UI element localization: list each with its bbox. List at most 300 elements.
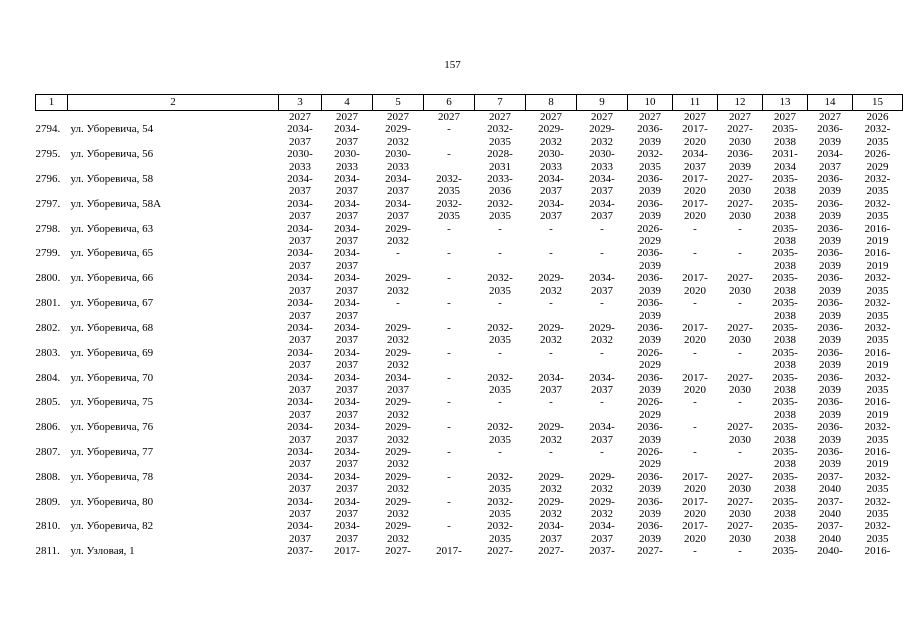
table-cell: - (498, 445, 502, 458)
table-cell: - (447, 321, 451, 334)
table-cell: 2032- 2035 (864, 321, 891, 347)
table-cell: 2029- 2032 (385, 272, 411, 297)
table-cell: - (600, 396, 604, 409)
table-cell: 2035- (772, 545, 798, 558)
table-cell: ул. Уборевича, 58 (70, 173, 154, 186)
table-cell: - (693, 445, 697, 458)
header-cell: 11 (673, 95, 718, 111)
table-cell: ул. Уборевича, 68 (70, 321, 154, 334)
table-cell: 2028- 2031 (487, 148, 513, 173)
table-cell: 2036- 2039 (637, 495, 663, 520)
table-cell: 2036- 2039 (637, 247, 663, 272)
table-cell: - (447, 371, 451, 384)
table-cell: 2027- 2030 (727, 123, 753, 148)
table-cell: 2029- 2032 (385, 396, 411, 421)
table-cell: 2036- 2039 (817, 222, 843, 248)
table-cell: 2029- 2032 (538, 272, 564, 297)
table-cell: 2036- 2039 (817, 371, 843, 396)
table-cell: 2035- 2038 (772, 371, 798, 396)
table-cell: 2034- 2037 (538, 197, 564, 223)
table-cell: 2805. (35, 396, 61, 409)
table-cell: 2034- 2037 (287, 222, 313, 248)
table-cell: 2036- 2039 (817, 297, 843, 322)
table-cell: 2029- 2032 (385, 421, 411, 446)
table-cell: 2035- 2038 (772, 421, 798, 446)
table-cell: 2036- 2039 (817, 346, 843, 372)
table-cell: 2034- 2037 (334, 520, 360, 545)
table-cell: - (396, 247, 400, 260)
header-cell: 3 (279, 95, 322, 111)
table-cell: 2036- 2039 (637, 321, 663, 347)
table-cell: 2029- 2032 (385, 222, 411, 248)
table-cell: 2017- (334, 545, 360, 558)
table-cell: 2027 (729, 111, 751, 123)
table-cell: 2034- 2037 (287, 421, 313, 446)
table-cell: 2036- 2039 (817, 421, 843, 446)
table-cell: 2032- 2035 (487, 495, 513, 520)
table-cell: 2029- 2032 (385, 321, 411, 347)
table-cell: 2034- 2037 (334, 173, 360, 198)
table-row (36, 496, 903, 521)
table-cell: 2035- 2038 (772, 321, 798, 347)
table-cell: 2032- 2035 (864, 272, 891, 297)
header-cell: 7 (475, 95, 526, 111)
table-cell: - (447, 346, 451, 359)
table-cell: 2029- 2032 (538, 495, 564, 520)
header-cell: 6 (424, 95, 475, 111)
table-row (36, 347, 903, 372)
table-cell: 2032- 2035 (864, 371, 891, 396)
table-cell: 2037- (589, 545, 615, 558)
table-cell: 2034- 2037 (589, 197, 615, 223)
table-cell: 2036- 2039 (817, 321, 843, 347)
table-cell: - (549, 247, 553, 260)
table-cell: 2027 (336, 111, 358, 123)
table-cell: 2026- 2029 (864, 148, 891, 173)
table-cell: 2808. (35, 470, 61, 483)
table-cell: 2029- 2032 (589, 321, 615, 347)
table-cell: 2034- 2037 (287, 520, 313, 545)
table-cell: 2036- 2039 (817, 123, 843, 148)
table-cell: 2034- 2037 (287, 272, 313, 297)
table-cell: 2037- (287, 545, 313, 558)
table-row (36, 396, 903, 421)
table-cell: - (396, 297, 400, 310)
table-cell: 2035- 2038 (772, 123, 798, 148)
table-cell: - (498, 396, 502, 409)
table-cell: - (447, 421, 451, 434)
table-cell: 2016- 2019 (864, 396, 891, 421)
table-cell: - (693, 545, 697, 558)
table-cell: 2032- 2035 (864, 173, 891, 198)
table-cell: ул. Уборевича, 63 (70, 222, 154, 235)
table-row (36, 148, 903, 173)
table-cell: 2030- 2033 (538, 148, 564, 173)
table-cell: 2040- (817, 545, 843, 558)
table-cell: 2032- 2035 (487, 520, 513, 545)
table-cell: 2036- 2039 (637, 173, 663, 198)
table-cell: 2029- 2032 (538, 123, 564, 148)
table-cell: - (693, 297, 697, 310)
table-row (36, 198, 903, 223)
table-cell: 2017- 2020 (682, 371, 708, 396)
table-cell: - (498, 222, 502, 235)
table-cell: 2037- 2040 (817, 520, 843, 545)
table-cell: 2030- 2033 (385, 148, 411, 173)
table-cell: ул. Уборевича, 66 (70, 272, 154, 285)
header-cell: 2 (68, 95, 279, 111)
table-cell: 2796. (35, 173, 61, 186)
table-cell: - (447, 247, 451, 260)
table-cell: - (693, 346, 697, 359)
table-cell: 2027- 2030 (727, 520, 753, 545)
table-cell: 2036- 2039 (817, 173, 843, 198)
table-cell: 2036- 2039 (637, 297, 663, 322)
table-cell: - (738, 545, 742, 558)
table-cell: 2032- 2035 (864, 470, 891, 496)
table-cell: 2029- 2032 (589, 495, 615, 520)
header-cell: 9 (577, 95, 628, 111)
table-cell: 2026- 2029 (637, 445, 663, 471)
header-cell: 1 (36, 95, 68, 111)
table-cell: 2034- 2037 (287, 495, 313, 520)
table-cell: 2027- (637, 545, 663, 558)
table-cell: 2034- 2037 (287, 396, 313, 421)
table-cell: 2036- 2039 (817, 247, 843, 272)
table-cell: 2034- 2037 (385, 173, 411, 198)
table-cell: 2795. (35, 148, 61, 161)
table-cell: 2034- 2037 (287, 470, 313, 496)
table-cell: - (447, 297, 451, 310)
table-cell: - (549, 396, 553, 409)
table-cell: 2029- 2032 (589, 470, 615, 496)
header-cell: 14 (808, 95, 853, 111)
table-cell: 2034- 2037 (538, 371, 564, 396)
table-cell: - (447, 123, 451, 136)
table-cell (36, 111, 68, 124)
table-cell: 2027 (819, 111, 841, 123)
header-cell: 10 (628, 95, 673, 111)
table-cell: - (447, 272, 451, 285)
header-row (36, 95, 903, 111)
table-cell: 2801. (35, 297, 61, 310)
table-cell: 2036- 2039 (637, 470, 663, 496)
table-row (36, 247, 903, 272)
table-cell: 2032- 2035 (864, 197, 891, 223)
schedule-table (35, 94, 903, 558)
table-cell: 2027 (289, 111, 311, 123)
table-cell: 2036- 2039 (637, 272, 663, 297)
table-cell: 2027 (774, 111, 796, 123)
header-cell: 8 (526, 95, 577, 111)
table-cell: 2035- 2038 (772, 173, 798, 198)
table-cell: 2034- 2037 (287, 197, 313, 223)
table-cell: 2034- 2037 (334, 396, 360, 421)
table-cell: - (447, 470, 451, 483)
table-cell: 2017- 2020 (682, 123, 708, 148)
table-cell: 2032- 2035 (487, 123, 513, 148)
table-row (36, 173, 903, 198)
table-cell: 2036- 2039 (637, 197, 663, 223)
table-cell: 2035- 2038 (772, 297, 798, 322)
table-cell: 2032- 2035 (864, 520, 891, 545)
table-cell: 2027- 2030 (727, 495, 753, 520)
table-cell: 2794. (35, 123, 61, 136)
table-cell: 2027 (540, 111, 562, 123)
table-cell: - (600, 222, 604, 235)
table-row (36, 322, 903, 347)
table-row (36, 297, 903, 322)
table-cell: - (600, 297, 604, 310)
table-cell: 2027- 2030 (727, 173, 753, 198)
table-cell: 2016- 2019 (864, 346, 891, 372)
table-cell: 2026- 2029 (637, 222, 663, 248)
table-cell: 2034- 2037 (334, 371, 360, 396)
table-cell: 2027 (438, 111, 460, 123)
table-cell: 2032- 2035 (487, 371, 513, 396)
table-cell: 2036- 2039 (637, 371, 663, 396)
continuation-row (36, 111, 903, 124)
table-cell: - (693, 421, 697, 434)
table-cell: - (738, 346, 742, 359)
table-cell: 2034- 2037 (287, 371, 313, 396)
table-cell: 2037- 2040 (817, 495, 843, 520)
table-cell: 2032- 2035 (487, 272, 513, 297)
table-cell: 2027- 2030 (727, 371, 753, 396)
table-row (36, 123, 903, 148)
table-cell: 2030- 2033 (334, 148, 360, 173)
table-cell: 2027- 2030 (727, 470, 753, 496)
table-row (36, 446, 903, 471)
table-cell: ул. Уборевича, 82 (70, 520, 154, 533)
table-cell: 2035- 2038 (772, 445, 798, 471)
table-cell: 2034- 2037 (589, 272, 615, 297)
table-cell: ул. Уборевича, 78 (70, 470, 154, 483)
table-cell: 2036- 2039 (817, 396, 843, 421)
table-cell: 2032- 2035 (487, 470, 513, 496)
table-cell: 2035- 2038 (772, 346, 798, 372)
table-cell: - (738, 396, 742, 409)
table-cell: - (738, 297, 742, 310)
table-row (36, 223, 903, 248)
table-cell: 2034- 2037 (334, 346, 360, 372)
table-row (36, 520, 903, 545)
table-cell: - (549, 346, 553, 359)
table-cell: 2034- 2037 (334, 297, 360, 322)
table-cell: 2035- 2038 (772, 272, 798, 297)
table-cell: ул. Уборевича, 58А (70, 197, 162, 210)
table-cell: - (447, 222, 451, 235)
header-cell: 15 (853, 95, 903, 111)
table-cell: 2035- 2038 (772, 520, 798, 545)
table-cell: 2029- 2032 (589, 123, 615, 148)
table-cell: 2036- 2039 (637, 520, 663, 545)
table-cell: 2034- 2037 (334, 272, 360, 297)
table-cell: - (549, 445, 553, 458)
table-cell: 2027- 2030 (727, 272, 753, 297)
table-cell: 2034- 2037 (287, 123, 313, 148)
table-cell: 2802. (35, 321, 61, 334)
table-cell: ул. Уборевича, 70 (70, 371, 154, 384)
table-cell: 2034- 2037 (589, 421, 615, 446)
table-cell: 2034- 2037 (287, 346, 313, 372)
table-cell: - (693, 222, 697, 235)
table-cell: ул. Уборевича, 75 (70, 396, 154, 409)
table-cell: - (738, 445, 742, 458)
table-cell: 2029- 2032 (385, 495, 411, 520)
table-cell: 2034- 2037 (334, 470, 360, 496)
table-cell: 2027 (387, 111, 409, 123)
table-cell: 2034- 2037 (287, 321, 313, 347)
table-cell: 2034- 2037 (385, 197, 411, 223)
table-cell: ул. Узловая, 1 (70, 545, 135, 558)
table-cell: 2036- 2039 (637, 123, 663, 148)
table-cell: 2034- 2037 (589, 371, 615, 396)
table-cell: ул. Уборевича, 56 (70, 148, 154, 161)
table-row (36, 372, 903, 397)
table-cell: ул. Уборевича, 76 (70, 421, 154, 434)
table-cell: 2027 (639, 111, 661, 123)
header-cell: 5 (373, 95, 424, 111)
table-cell: 2016- 2019 (864, 247, 891, 272)
table-cell: 2034- 2037 (538, 520, 564, 545)
table-cell: 2017- 2020 (682, 197, 708, 223)
table-cell: 2034- 2037 (334, 495, 360, 520)
table-cell: 2032- 2035 (487, 321, 513, 347)
table-cell: 2032- 2035 (487, 421, 513, 446)
table-cell: 2027 (684, 111, 706, 123)
table-cell: 2036- 2039 (637, 421, 663, 446)
table-cell: 2034- 2037 (385, 371, 411, 396)
table-cell: - (447, 520, 451, 533)
table-cell: 2029- 2032 (385, 346, 411, 372)
table-cell: 2032- 2035 (864, 495, 891, 520)
table-cell: 2027- (538, 545, 564, 558)
table-cell: 2035- 2038 (772, 470, 798, 496)
table-cell: 2036- 2039 (817, 445, 843, 471)
table-cell: 2027 (591, 111, 613, 123)
table-cell: 2804. (35, 371, 61, 384)
table-cell: 2029- 2032 (385, 470, 411, 496)
table-cell: 2029- 2032 (385, 445, 411, 471)
table-cell: - (447, 495, 451, 508)
table-cell: 2035- 2038 (772, 222, 798, 248)
table-cell: 2030- 2033 (287, 148, 313, 173)
table-row (36, 471, 903, 496)
table-cell: 2027- 2030 (727, 321, 753, 347)
header-cell: 4 (322, 95, 373, 111)
table-cell: 2017- 2020 (682, 520, 708, 545)
table-cell: 2017- 2020 (682, 321, 708, 347)
table-cell: 2034- 2037 (817, 148, 843, 173)
table-cell: 2035- 2038 (772, 396, 798, 421)
table-cell: 2029- 2032 (385, 520, 411, 545)
table-cell: 2811. (35, 545, 60, 558)
table-cell: 2026- 2029 (637, 346, 663, 372)
table-cell: - (738, 222, 742, 235)
table-cell: 2031- 2034 (772, 148, 798, 173)
table-cell: - (447, 396, 451, 409)
table-cell (68, 111, 279, 124)
table-cell: 2032- 2035 (436, 173, 462, 198)
table-cell: 2034- 2037 (334, 247, 360, 272)
table-cell: 2032- 2035 (864, 123, 891, 148)
table-cell: 2027- 2030 (727, 197, 753, 223)
table-cell: 2034- 2037 (334, 321, 360, 347)
page-number: 157 (444, 59, 461, 71)
table-cell: 2799. (35, 247, 61, 260)
table-cell: 2034- 2037 (287, 247, 313, 272)
table-cell: ул. Уборевича, 65 (70, 247, 154, 260)
table-cell: 2034- 2037 (589, 173, 615, 198)
table-cell: 2017- 2020 (682, 470, 708, 496)
header-cell: 12 (718, 95, 763, 111)
table-cell: - (600, 346, 604, 359)
table-cell: 2798. (35, 222, 61, 235)
table-cell: 2800. (35, 272, 61, 285)
table-cell: 2029- 2032 (538, 470, 564, 496)
table-cell: 2797. (35, 197, 61, 210)
table-cell: 2026- 2029 (637, 396, 663, 421)
table-cell: 2035- 2038 (772, 197, 798, 223)
table-cell: 2027- (385, 545, 411, 558)
table-cell: 2034- 2037 (538, 173, 564, 198)
table-cell: ул. Уборевича, 69 (70, 346, 154, 359)
table-cell: - (693, 396, 697, 409)
table-cell: ул. Уборевича, 80 (70, 495, 154, 508)
table-cell: - (498, 247, 502, 260)
table-cell: 2027- (487, 545, 513, 558)
table-cell: - (549, 222, 553, 235)
table-cell: 2036- 2039 (727, 148, 753, 173)
table-cell: ул. Уборевича, 67 (70, 297, 154, 310)
table-cell: 2034- 2037 (287, 297, 313, 322)
table-cell: 2034- 2037 (334, 421, 360, 446)
table-cell: 2033- 2036 (487, 173, 513, 198)
table-cell: 2017- 2020 (682, 173, 708, 198)
table-cell: 2032- 2035 (864, 421, 891, 446)
table-cell: 2810. (35, 520, 61, 533)
table-cell: 2803. (35, 346, 61, 359)
table-row (36, 545, 903, 557)
table-cell: 2017- 2020 (682, 495, 708, 520)
table-cell: ул. Уборевича, 54 (70, 123, 154, 136)
table-cell: - (447, 148, 451, 161)
table-cell: 2032- 2035 (864, 297, 891, 322)
table-cell: 2034- 2037 (589, 520, 615, 545)
table-cell: 2026 (866, 111, 889, 123)
table-cell: 2032- 2035 (436, 197, 462, 223)
table-cell: 2037- 2040 (817, 470, 843, 496)
table-cell: 2806. (35, 421, 61, 434)
table-cell: - (498, 346, 502, 359)
table-cell: 2029- 2032 (538, 421, 564, 446)
table-cell: 2809. (35, 495, 61, 508)
table-cell: - (600, 445, 604, 458)
table-cell: 2029- 2032 (538, 321, 564, 347)
table-cell: 2034- 2037 (334, 123, 360, 148)
table-cell: 2036- 2039 (817, 197, 843, 223)
table-cell: 2016- 2019 (864, 445, 891, 471)
table-cell: 2016- (864, 545, 891, 558)
table-cell: 2034- 2037 (287, 173, 313, 198)
table-cell: - (693, 247, 697, 260)
table-cell: 2034- 2037 (682, 148, 708, 173)
table-cell: 2035- 2038 (772, 495, 798, 520)
table-cell: 2034- 2037 (334, 197, 360, 223)
table-body (36, 111, 903, 558)
table-row (36, 272, 903, 297)
